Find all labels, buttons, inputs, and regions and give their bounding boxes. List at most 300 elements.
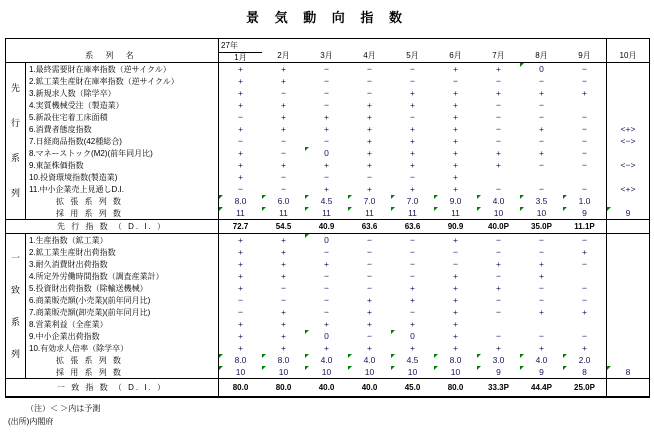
series-name: 2.鉱工業生産財出荷指数 [26,246,219,258]
comment-marker-icon [305,330,309,334]
value-cell: − [539,234,544,245]
value-cell: + [453,159,458,170]
value-cell: − [410,171,415,182]
value-cell: − [238,111,243,122]
value-cell: + [281,99,286,110]
comment-marker-icon [391,330,395,334]
value-cell: + [453,318,458,329]
value-cell: − [324,282,329,293]
series-name: 8.営業利益（全産業） [26,318,219,330]
value-cell: + [324,258,329,269]
value-cell: + [410,99,415,110]
series-name: 4.実質機械受注（製造業） [26,99,219,111]
oct-value-cell [606,270,649,282]
oct-value-cell: <−> [606,135,649,147]
value-cell: + [539,87,544,98]
value-cell: − [582,234,587,245]
value-cell: 8.0 [262,354,305,366]
value-cell: + [281,306,286,317]
value-cell: + [453,87,458,98]
value-cell: 4.5 [305,195,348,207]
value-cell: − [496,234,501,245]
value-cell: + [453,183,458,194]
value-cell: + [410,342,415,353]
value-cell: − [324,135,329,146]
value-cell: 11 [219,207,262,219]
di-value-cell: 54.5 [262,219,305,234]
value-cell: + [281,63,286,74]
value-cell: − [410,246,415,257]
value-cell: − [496,246,501,257]
series-name: 1.生産指数（鉱工業） [26,234,219,246]
oct-value-cell [606,171,649,183]
value-cell: 0 [305,234,348,246]
value-cell: − [367,258,372,269]
value-cell: − [539,135,544,146]
value-cell: + [281,270,286,281]
value-cell: + [453,135,458,146]
year-label-empty [607,39,649,51]
value-cell: + [410,159,415,170]
value-cell: − [453,75,458,86]
value-cell: + [453,330,458,341]
comment-marker-icon [434,354,438,358]
value-cell: − [367,282,372,293]
value-cell: − [582,135,587,146]
value-cell: − [324,99,329,110]
footnotes [8,402,100,428]
comment-marker-icon [305,354,309,358]
value-cell: − [582,258,587,269]
value-cell: + [582,306,587,317]
value-cell: + [410,135,415,146]
comment-marker-icon [262,354,266,358]
comment-marker-icon [348,366,352,370]
value-cell: − [539,159,544,170]
comment-marker-icon [348,207,352,211]
series-name: 3.新規求人数（除学卒） [26,87,219,99]
month-header [563,39,606,63]
value-cell [477,171,520,183]
comment-marker-icon [391,354,395,358]
month-label: 10月 [619,51,637,61]
value-cell: + [238,318,243,329]
oct-value-cell [606,147,649,159]
value-cell: + [539,258,544,269]
value-cell: − [496,183,501,194]
value-cell: + [453,270,458,281]
value-cell: + [367,147,372,158]
value-cell: + [410,123,415,134]
value-cell: 11 [305,207,348,219]
di-oct-cell [606,219,649,234]
value-cell: − [539,111,544,122]
value-cell: − [281,135,286,146]
value-cell: + [410,282,415,293]
comment-marker-icon [391,195,395,199]
value-cell: − [496,330,501,341]
value-cell: + [496,63,501,74]
value-cell: + [238,330,243,341]
comment-marker-icon [563,207,567,211]
value-cell: 11 [262,207,305,219]
value-cell: 11 [348,207,391,219]
value-cell [520,318,563,330]
series-name: 8.マネーストック(M2)(前年同月比) [26,147,219,159]
comment-marker-icon [391,207,395,211]
comment-marker-icon [434,366,438,370]
comment-marker-icon [477,354,481,358]
month-label: 4月 [363,51,376,61]
value-cell: − [238,306,243,317]
comment-marker-icon [563,366,567,370]
month-header [520,39,563,63]
series-name: 1.最終需要財在庫率指数（逆サイクル） [26,63,219,75]
value-cell: − [410,270,415,281]
value-cell: + [453,306,458,317]
value-cell: − [582,294,587,305]
value-cell: − [539,282,544,293]
note-forecast: （注）＜ ＞内は予測 [26,404,101,413]
comment-marker-icon [262,366,266,370]
value-cell: − [367,330,372,341]
oct-value-cell [606,354,649,366]
value-cell: 0 [391,330,434,342]
page-title: 景 気 動 向 指 数 [245,10,409,25]
value-cell: 6.0 [262,195,305,207]
value-cell [477,318,520,330]
value-cell: − [324,294,329,305]
value-cell: 10 [262,366,305,378]
month-label: 3月 [320,51,333,61]
value-cell: − [582,159,587,170]
value-cell: + [453,234,458,245]
value-cell: + [539,306,544,317]
oct-value-cell [606,306,649,318]
group-char: 系 [10,316,20,327]
comment-marker-icon [391,366,395,370]
di-value-cell: 63.6 [348,219,391,234]
series-name: 10.有効求人倍率（除学卒） [26,342,219,354]
comment-marker-icon [477,366,481,370]
value-cell: + [281,111,286,122]
month-header [434,39,477,63]
comment-marker-icon [305,207,309,211]
comment-marker-icon [477,207,481,211]
extra-month-header [606,39,649,63]
value-cell: + [367,111,372,122]
value-cell: − [496,294,501,305]
series-name: 7.日経商品指数(42種総合) [26,135,219,147]
value-cell: 2.0 [563,354,606,366]
oct-value-cell [606,75,649,87]
value-cell: + [324,123,329,134]
value-cell: 8.0 [219,354,262,366]
value-cell: − [410,111,415,122]
value-cell: + [238,342,243,353]
oct-value-cell [606,330,649,342]
value-cell: + [281,159,286,170]
value-cell: − [582,282,587,293]
value-cell: + [496,342,501,353]
value-cell: − [582,123,587,134]
value-cell: − [453,258,458,269]
comment-marker-icon [520,354,524,358]
series-name: 拡 張 系 列 数 [26,195,219,207]
year-label-empty [563,39,606,51]
comment-marker-icon [434,195,438,199]
value-cell: − [539,75,544,86]
value-cell: + [238,87,243,98]
value-cell: + [367,99,372,110]
series-group-label [6,234,26,378]
oct-value-cell [606,282,649,294]
series-name: 9.中小企業出荷指数 [26,330,219,342]
value-cell: + [238,147,243,158]
oct-value-cell [606,294,649,306]
di-row-label: 先 行 指 数 （ D. I. ） [6,219,219,234]
value-cell [563,99,606,111]
value-cell: − [367,171,372,182]
value-cell: − [496,306,501,317]
value-cell: + [367,123,372,134]
series-name: 11.中小企業売上見通しD.I. [26,183,219,195]
oct-value-cell [606,258,649,270]
value-cell: + [281,342,286,353]
oct-value-cell: <−> [606,159,649,171]
di-value-cell: 72.7 [219,219,262,234]
di-value-cell: 35.0P [520,219,563,234]
oct-value-cell: 8 [606,366,649,378]
value-cell: 10 [391,366,434,378]
series-name: 2.鉱工業生産財在庫率指数（逆サイクル） [26,75,219,87]
value-cell: − [367,63,372,74]
oct-value-cell [606,234,649,246]
year-label-empty [305,39,348,51]
value-cell: 8.0 [434,354,477,366]
value-cell: + [238,75,243,86]
comment-marker-icon [305,195,309,199]
value-cell: + [238,282,243,293]
di-value-cell: 40.0 [348,378,391,396]
value-cell: + [281,234,286,245]
value-cell: + [410,318,415,329]
value-cell: + [281,246,286,257]
comment-marker-icon [477,195,481,199]
value-cell: − [410,306,415,317]
value-cell: 10 [348,366,391,378]
di-value-cell: 40.0 [305,378,348,396]
value-cell: + [367,342,372,353]
value-cell: + [453,342,458,353]
value-cell: 0 [305,330,348,342]
year-label-empty [520,39,563,51]
comment-marker-icon [262,207,266,211]
comment-marker-icon [348,195,352,199]
value-cell: − [539,99,544,110]
series-name: 3.耐久消費財出荷指数 [26,258,219,270]
month-header [219,39,262,63]
value-cell: − [582,183,587,194]
oct-value-cell [606,99,649,111]
value-cell: 3.0 [477,354,520,366]
value-cell: − [324,270,329,281]
value-cell: + [238,246,243,257]
value-cell: − [238,183,243,194]
value-cell: − [367,270,372,281]
value-cell: − [496,75,501,86]
value-cell: − [496,111,501,122]
group-char: 行 [10,118,20,128]
value-cell: + [539,342,544,353]
value-cell: + [410,183,415,194]
value-cell: − [281,282,286,293]
value-cell: + [324,159,329,170]
value-cell: + [410,294,415,305]
value-cell: − [582,111,587,122]
comment-marker-icon [219,207,223,211]
value-cell: 3.5 [520,195,563,207]
value-cell: + [281,318,286,329]
value-cell: − [324,306,329,317]
group-char: 致 [10,284,20,295]
value-cell: 10 [434,366,477,378]
value-cell: − [238,294,243,305]
value-cell: + [496,159,501,170]
value-cell: 1.0 [563,195,606,207]
value-cell: + [410,87,415,98]
oct-value-cell [606,111,649,123]
value-cell: + [367,159,372,170]
month-label: 8月 [535,51,548,61]
month-header [305,39,348,63]
year-label-empty [391,39,434,51]
di-value-cell: 11.1P [563,219,606,234]
di-value-cell: 80.0 [262,378,305,396]
series-name: 6.商業販売額(小売業)(前年同月比) [26,294,219,306]
group-char: 先 [10,83,20,93]
value-cell: + [238,234,243,245]
series-name: 9.東証株価指数 [26,159,219,171]
value-cell: − [582,63,587,74]
value-cell: + [582,87,587,98]
value-cell: 7.0 [348,195,391,207]
comment-marker-icon [520,63,524,67]
group-char: 一 [10,252,20,263]
value-cell: + [367,306,372,317]
value-cell: + [539,147,544,158]
series-name: 拡 張 系 列 数 [26,354,219,366]
oct-value-cell: <+> [606,123,649,135]
value-cell: − [324,171,329,182]
di-value-cell: 63.6 [391,219,434,234]
value-cell: + [496,87,501,98]
year-label: 27年 [219,39,262,53]
value-cell: − [496,123,501,134]
value-cell: + [281,75,286,86]
series-name: 採 用 系 列 数 [26,366,219,378]
value-cell: + [238,258,243,269]
value-cell: 0 [520,63,563,75]
oct-value-cell: 9 [606,207,649,219]
value-cell: − [238,135,243,146]
value-cell: 10 [477,207,520,219]
value-cell: − [582,330,587,341]
oct-value-cell [606,318,649,330]
month-label: 7月 [492,51,505,61]
value-cell: 10 [305,366,348,378]
value-cell: − [367,246,372,257]
series-name: 採 用 系 列 数 [26,207,219,219]
value-cell: 7.0 [391,195,434,207]
value-cell: − [582,75,587,86]
comment-marker-icon [305,366,309,370]
value-cell: − [539,330,544,341]
comment-marker-icon [262,195,266,199]
value-cell: − [281,147,286,158]
comment-marker-icon [434,207,438,211]
comment-marker-icon [563,195,567,199]
value-cell: + [238,159,243,170]
series-name-header-label: 系 列 名 [85,51,139,60]
comment-marker-icon [348,354,352,358]
value-cell: 8.0 [219,195,262,207]
value-cell: − [539,294,544,305]
di-oct-cell [606,378,649,396]
value-cell: 11 [391,207,434,219]
value-cell: + [281,330,286,341]
value-cell: + [367,135,372,146]
value-cell: + [367,294,372,305]
value-cell: 11 [434,207,477,219]
value-cell: − [281,294,286,305]
comment-marker-icon [607,366,611,370]
comment-marker-icon [520,195,524,199]
value-cell: − [496,270,501,281]
value-cell: − [324,87,329,98]
month-label: 9月 [578,51,591,61]
oct-value-cell [606,246,649,258]
di-value-cell: 40.0P [477,219,520,234]
comment-marker-icon [520,366,524,370]
series-name: 4.所定外労働時間指数（調査産業計） [26,270,219,282]
group-char: 列 [10,188,20,198]
comment-marker-icon [563,354,567,358]
value-cell: + [453,63,458,74]
value-cell: − [496,135,501,146]
comment-marker-icon [219,366,223,370]
series-name: 6.消費者態度指数 [26,123,219,135]
value-cell: + [324,318,329,329]
value-cell: 10 [520,207,563,219]
month-label: 6月 [449,51,462,61]
month-header [262,39,305,63]
value-cell: − [281,87,286,98]
value-cell: + [238,123,243,134]
group-char: 列 [10,348,20,359]
value-cell: 9.0 [434,195,477,207]
series-name-header [6,39,219,63]
year-label-empty [348,39,391,51]
value-cell: + [539,270,544,281]
series-name: 5.投資財出荷指数（除輸送機械） [26,282,219,294]
value-cell: − [410,75,415,86]
value-cell: − [410,234,415,245]
value-cell: + [324,342,329,353]
value-cell: − [539,246,544,257]
month-label: 5月 [406,51,419,61]
di-value-cell: 45.0 [391,378,434,396]
